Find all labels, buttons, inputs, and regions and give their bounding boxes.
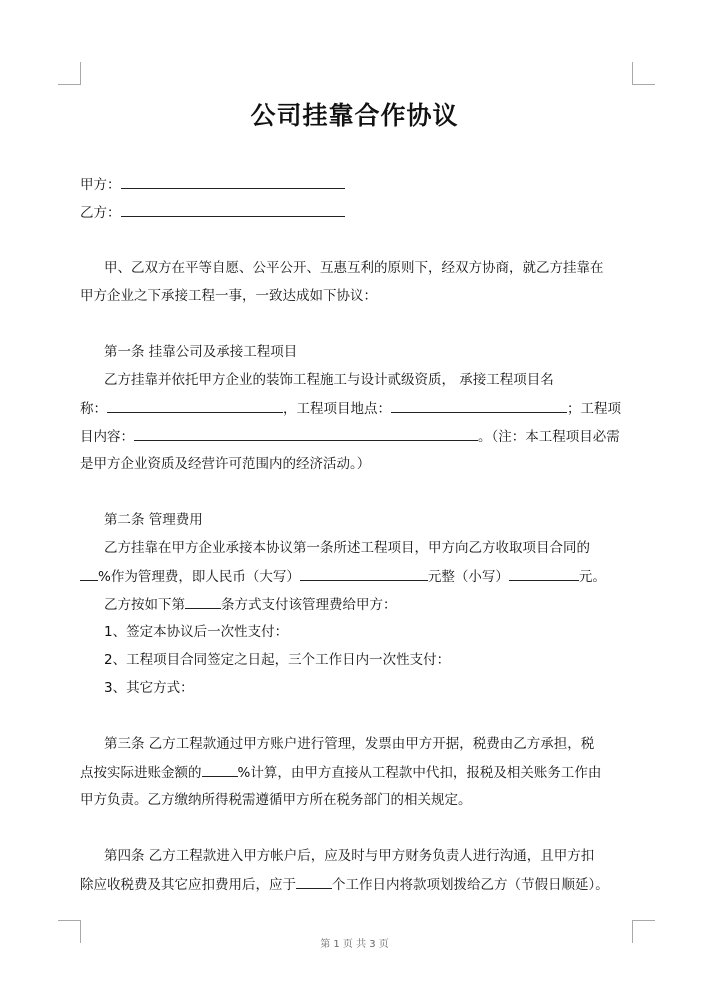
article3-line-1: 第三条 乙方工程款通过甲方账户进行管理，发票由甲方开据，税费由乙方承担，税	[104, 736, 595, 752]
text-segment: 条方式支付该管理费给甲方：	[221, 597, 397, 613]
party-b-label: 乙方：	[80, 205, 121, 221]
party-a-line	[80, 174, 640, 195]
project-name-blank[interactable]	[107, 398, 283, 413]
amount-lowercase-blank[interactable]	[509, 566, 579, 581]
article1-line-2	[80, 398, 640, 419]
article1-line-1: 乙方挂靠并依托甲方企业的装饰工程施工与设计贰级资质， 承接工程项目名	[104, 372, 554, 388]
fee-percent-blank[interactable]	[80, 566, 98, 581]
payment-option-2: 2、工程项目合同签定之日起，三个工作日内一次性支付：	[104, 652, 451, 668]
article4-line-2	[80, 874, 640, 895]
text-segment: 元整（小写）	[427, 569, 509, 585]
text-segment: 乙方按如下第	[104, 597, 185, 613]
article1-heading: 第一条 挂靠公司及承接工程项目	[104, 344, 298, 360]
text-segment: 元。	[578, 569, 606, 585]
text-segment: %作为管理费，即人民币（大写）	[98, 569, 300, 585]
text-segment: %计算，由甲方直接从工程款中代扣，报税及相关账务工作由	[237, 765, 602, 781]
article2-heading: 第二条 管理费用	[104, 512, 203, 528]
text-segment: ，工程项目地点：	[283, 401, 391, 417]
project-location-blank[interactable]	[391, 398, 567, 413]
crop-mark-top-left	[58, 62, 81, 85]
article1-line-4: 是甲方企业资质及经营许可范围内的经济活动。）	[80, 456, 371, 472]
article1-line-3	[80, 426, 640, 447]
party-a-blank[interactable]	[121, 174, 345, 189]
text-segment: 目内容：	[80, 429, 134, 445]
article2-line-1: 乙方挂靠在甲方企业承接本协议第一条所述工程项目，甲方向乙方收取项目合同的	[104, 540, 590, 556]
payment-method-blank[interactable]	[185, 594, 221, 609]
project-content-blank[interactable]	[134, 426, 478, 441]
workdays-blank[interactable]	[296, 874, 332, 889]
intro-line-2: 甲方企业之下承接工程一事，一致达成如下协议：	[80, 288, 377, 304]
text-segment: 称：	[80, 401, 107, 417]
intro-line-1: 甲、乙双方在平等自愿、公平公开、互惠互利的原则下，经双方协商，就乙方挂靠在	[104, 260, 604, 276]
article3-line-3: 甲方负责。乙方缴纳所得税需遵循甲方所在税务部门的相关规定。	[80, 792, 472, 808]
party-b-blank[interactable]	[121, 202, 345, 217]
article2-line-2	[80, 566, 640, 587]
payment-option-1: 1、签定本协议后一次性支付：	[104, 624, 289, 640]
text-segment: 。（注：本工程项目必需	[478, 429, 620, 445]
article3-line-2	[80, 762, 640, 783]
text-segment: 点按实际进账金额的	[80, 765, 202, 781]
party-a-label: 甲方：	[80, 177, 121, 193]
text-segment: 个工作日内将款项划拨给乙方（节假日顺延）。	[332, 877, 609, 893]
payment-option-3: 3、其它方式：	[104, 680, 194, 696]
page-title: 公司挂靠合作协议	[250, 101, 459, 130]
crop-mark-top-right	[632, 62, 655, 85]
tax-percent-blank[interactable]	[202, 762, 238, 777]
article4-line-1: 第四条 乙方工程款进入甲方帐户后，应及时与甲方财务负责人进行沟通，且甲方扣	[104, 848, 595, 864]
page-footer: 第 1 页 共 3 页	[320, 939, 389, 950]
text-segment: ；工程项	[567, 401, 621, 417]
article2-line-3	[104, 594, 640, 615]
text-segment: 除应收税费及其它应扣费用后，应于	[80, 877, 296, 893]
party-b-line	[80, 202, 640, 223]
amount-uppercase-blank[interactable]	[300, 566, 428, 581]
